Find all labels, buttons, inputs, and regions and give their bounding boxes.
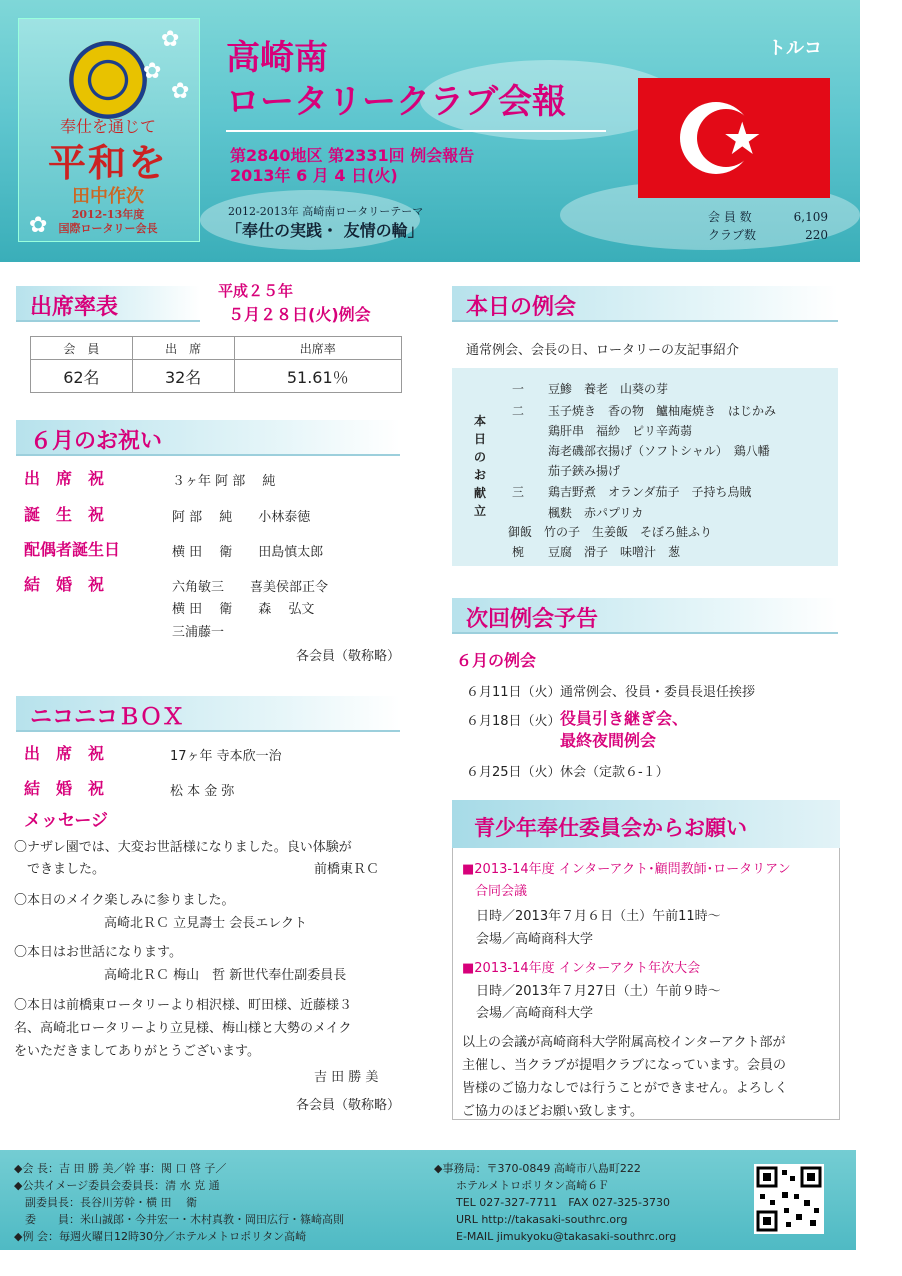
next-date: ６月25日（火） [466, 765, 561, 780]
rotary-wheel-icon [69, 41, 147, 119]
attendance-table [30, 336, 402, 393]
message-heading: メッセージ [24, 811, 108, 831]
qr-code-icon[interactable] [754, 1164, 824, 1234]
table-header-row [31, 337, 402, 360]
menu-item: 一 豆鯵 養老 山葵の芽 [512, 382, 669, 396]
celebration-label: 配偶者誕生日 [24, 540, 121, 559]
nikoniko-heading: ニコニコＢＯＸ [16, 696, 400, 732]
next-heading: 次回例会予告 [452, 598, 838, 634]
celebration-names: 横 田 衛 田島慎太郎 [172, 545, 324, 560]
footer-contact: ◆事務局：〒370-0849 高崎市八島町222 [434, 1162, 641, 1175]
request-body-line: 以上の会議が高崎商科大学附属高校インターアクト部が [462, 1035, 786, 1050]
featured-country: トルコ [768, 38, 822, 59]
meeting-number: 第2840地区 第2331回 例会報告 [230, 146, 475, 165]
attended-count: 32名 [132, 360, 234, 393]
menu-item: 御飯 竹の子 生姜飯 そぼろ鮭ふり [508, 525, 713, 539]
message-line: 名、高崎北ロータリーより立見様、梅山様と大勢のメイク [14, 1021, 352, 1036]
footer-officers: 委 員：米山誠郎・今井宏一・木村真教・岡田広行・篠崎高則 [14, 1213, 344, 1226]
celebrations-heading: ６月のお祝い [16, 420, 400, 456]
footer-meeting-info: ◆例 会：毎週火曜日12時30分／ホテルメトロポリタン高崎 [14, 1230, 307, 1243]
request-item-time: 日時／2013年７月27日（土）午前９時～ [476, 984, 721, 999]
nikoniko-text: 17ヶ年 寺本欣一治 [170, 749, 282, 764]
request-body-line: 主催し、当クラブが提唱クラブになっています。会員の [462, 1058, 786, 1073]
menu-label-char: 献 [474, 486, 487, 500]
flower-icon: ✿ [171, 79, 190, 104]
masthead [0, 0, 860, 262]
flower-icon: ✿ [161, 27, 180, 52]
message-signer: 吉 田 勝 美 [314, 1070, 379, 1085]
bulletin-title: ロータリークラブ会報 [226, 82, 566, 122]
footer-officers: ◆公共イメージ委員会委員長：清 水 克 通 [14, 1179, 220, 1192]
turkey-flag-icon [638, 78, 830, 198]
celebration-names: 六角敏三 喜美侯部正令 [172, 580, 329, 595]
meeting-date: 2013年 6 月 4 日(火) [230, 166, 398, 185]
message-line: できました。 [14, 862, 106, 877]
attendance-heading: 出席率表 [16, 286, 200, 322]
flower-icon: ✿ [143, 59, 162, 84]
club-name: 高崎南 [226, 38, 328, 78]
stat-label: 会 員 数 [708, 210, 752, 224]
attendance-era: 平成２５年 [218, 282, 294, 300]
next-date: ６月11日（火） [466, 685, 561, 700]
message-line: 〇ナザレ園では、大変お世話様になりました。良い体験が [14, 840, 352, 855]
menu-label-char: 本 [474, 414, 487, 428]
next-subheading: ６月の例会 [456, 651, 537, 670]
table-row [31, 360, 402, 393]
request-item-title: ■2013-14年度 インターアクト･顧問教師･ロータリアン [462, 862, 791, 877]
column-header: 会 員 [31, 337, 133, 360]
footer-contact: ホテルメトロポリタン高崎６Ｆ [434, 1179, 610, 1192]
message-signer: 前橋東ＲＣ [314, 862, 380, 877]
message-signer: 高崎北ＲＣ 梅山 哲 新世代奉仕副委員長 [104, 968, 347, 983]
today-description: 通常例会、会長の日、ロータリーの友記事紹介 [466, 343, 740, 358]
footer-officers: 副委員長：長谷川芳幹・横 田 衛 [14, 1196, 197, 1209]
honorific-note: 各会員（敬称略） [296, 649, 401, 664]
today-heading: 本日の例会 [452, 286, 838, 322]
attendance-date: ５月２８日(火)例会 [228, 305, 371, 324]
stat-label: クラブ数 [708, 228, 757, 242]
next-text: 通常例会、役員・委員長退任挨拶 [560, 685, 756, 700]
next-text-highlight: 役員引き継ぎ会、 [560, 709, 689, 728]
menu-item: 海老磯部衣揚げ（ソフトシャル） 鶏八幡 [512, 444, 770, 458]
message-line: 〇本日のメイク楽しみに参りました。 [14, 893, 235, 908]
menu-label [474, 412, 488, 520]
menu-item: 二 玉子焼き 香の物 鱸柚庵焼き はじかみ [512, 404, 777, 418]
logo-year: 2012-13年度 [71, 208, 145, 221]
menu-item: 鶏肝串 福紗 ピリ辛蒟蒻 [512, 424, 693, 438]
footer-url[interactable]: URL http://takasaki-southrc.org [434, 1213, 628, 1226]
request-body-line: ご協力のほどお願い致します。 [462, 1104, 643, 1119]
nikoniko-label: 出 席 祝 [24, 744, 105, 763]
next-date: ６月18日（火） [466, 714, 561, 729]
stat-row [708, 226, 828, 244]
message-signer: 高崎北ＲＣ 立見壽士 会長エレクト [104, 916, 308, 931]
request-item-place: 会場／高崎商科大学 [476, 1006, 594, 1021]
celebration-label: 出 席 祝 [24, 469, 105, 488]
logo-slogan-main: 平和を [47, 140, 168, 185]
nikoniko-text: 松 本 金 弥 [170, 784, 235, 799]
stat-value: 220 [805, 228, 828, 242]
footer-officers: ◆会 長：吉 田 勝 美／幹 事：関 口 啓 子／ [14, 1162, 227, 1175]
menu-label-char: 日 [474, 432, 487, 446]
celebration-label: 結 婚 祝 [24, 575, 105, 594]
country-stats [708, 208, 828, 244]
logo-slogan-top: 奉仕を通じて [59, 117, 156, 136]
menu-label-char: 立 [474, 504, 487, 518]
request-heading: 青少年奉仕委員会からお願い [452, 800, 840, 848]
footer-email[interactable]: E-MAIL jimukyoku@takasaki-southrc.org [434, 1230, 677, 1243]
request-item-title: ■2013-14年度 インターアクト年次大会 [462, 961, 701, 976]
logo-title: 国際ロータリー会長 [58, 222, 158, 235]
menu-item: 三 鶏吉野煮 オランダ茄子 子持ち烏賊 [512, 485, 752, 499]
club-theme: 「奉仕の実践・ 友情の輪」 [226, 221, 424, 240]
flower-icon: ✿ [29, 213, 48, 238]
message-line: をいただきましてありがとうございます。 [14, 1044, 260, 1059]
theme-year: 2012-2013年 高崎南ロータリーテーマ [228, 205, 424, 218]
footer-contact: TEL 027-327-7711 FAX 027-325-3730 [434, 1196, 671, 1209]
honorific-note: 各会員（敬称略） [296, 1098, 401, 1113]
nikoniko-label: 結 婚 祝 [24, 779, 105, 798]
menu-item: 茄子鋏み揚げ [512, 464, 621, 478]
column-header: 出席率 [234, 337, 402, 360]
request-body-line: 皆様のご協力なしでは行うことができません。よろしく [462, 1081, 788, 1096]
menu-item: 椀 豆腐 滑子 味噌汁 葱 [512, 545, 681, 559]
celebration-label: 誕 生 祝 [24, 505, 105, 524]
menu-label-char: の [474, 450, 487, 464]
logo-president-name: 田中作次 [72, 186, 144, 207]
stat-row [708, 208, 828, 226]
menu-label-char: お [474, 468, 487, 482]
message-line: 〇本日は前橋東ロータリーより相沢様、町田様、近藤様３ [14, 998, 353, 1013]
next-text-highlight: 最終夜間例会 [560, 731, 657, 750]
next-text: 休会（定款６-１） [560, 765, 669, 780]
celebration-names: ３ヶ年 阿 部 純 [172, 474, 276, 489]
members-count: 62名 [31, 360, 133, 393]
celebration-names: 横 田 衛 森 弘文 [172, 602, 315, 617]
celebration-names: 三浦藤一 [172, 625, 225, 640]
column-header: 出 席 [132, 337, 234, 360]
request-item-time: 日時／2013年７月６日（土）午前11時～ [476, 909, 721, 924]
celebration-names: 阿 部 純 小林泰徳 [172, 510, 311, 525]
message-line: 〇本日はお世話になります。 [14, 945, 182, 960]
stat-value: 6,109 [793, 210, 828, 224]
attendance-rate: 51.61％ [234, 360, 402, 393]
title-divider [226, 130, 606, 132]
menu-item: 楓麩 赤パプリカ [512, 506, 644, 520]
request-item-title: 合同会議 [462, 884, 528, 899]
request-item-place: 会場／高崎商科大学 [476, 932, 594, 947]
